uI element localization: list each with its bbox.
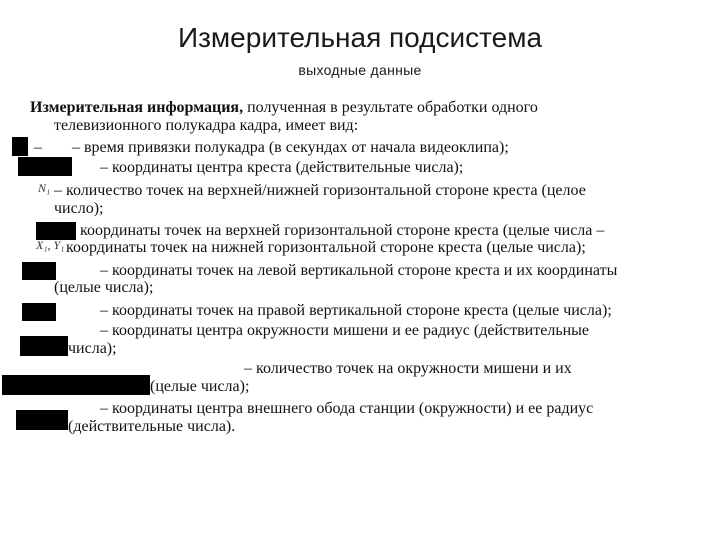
symbol-n1: N₁ [38,181,51,195]
text-line: координаты точек на верхней горизонтальной стороне креста (целые числа – [80,222,605,239]
text-line: – координаты точек на правой вертикальной стороне креста (целые числа); [100,302,612,319]
intro-rest: полученная в результате обработки одного [243,99,538,116]
text-line: – координаты центра внешнего обода станции (окружности) и ее радиус [100,400,594,417]
text-line: – время привязки полукадра (в секундах от начала видеоклипа); [72,139,509,156]
page-title: Измерительная подсистема [177,22,543,53]
redacted-block [20,336,68,356]
redacted-block [2,375,150,395]
text-line: – координаты точек на левой вертикальной стороне креста и их координаты [100,262,618,279]
dash-marker: – [34,139,42,156]
text-line: – координаты центра креста (действительные числа); [100,159,464,176]
intro-line-2: телевизионного полукадра кадра, имеет вид: [54,117,359,134]
text-line: (целые числа); [150,378,250,395]
text-line: (действительные числа). [68,418,236,435]
page-subtitle: выходные данные [298,62,422,78]
redacted-block [16,410,68,430]
text-line: – количество точек на верхней/нижней горизонтальной стороне креста (целое [54,182,586,199]
intro-bold: Измерительная информация, [30,99,244,116]
redacted-block [22,303,56,321]
symbol-xy: X₁, Y₁ [36,238,65,252]
text-line: (целые числа); [54,279,154,296]
redacted-block [12,137,28,156]
intro-line [30,98,538,118]
redacted-block [22,262,56,280]
text-line: числа); [68,340,117,357]
text-line: координаты точек на нижней горизонтальной стороне креста (целые числа); [66,239,586,256]
text-line: – количество точек на окружности мишени и их [244,360,572,377]
text-line: – координаты центра окружности мишени и ее радиус (действительные [100,322,590,339]
text-line: число); [54,200,104,217]
redacted-block [18,157,72,176]
